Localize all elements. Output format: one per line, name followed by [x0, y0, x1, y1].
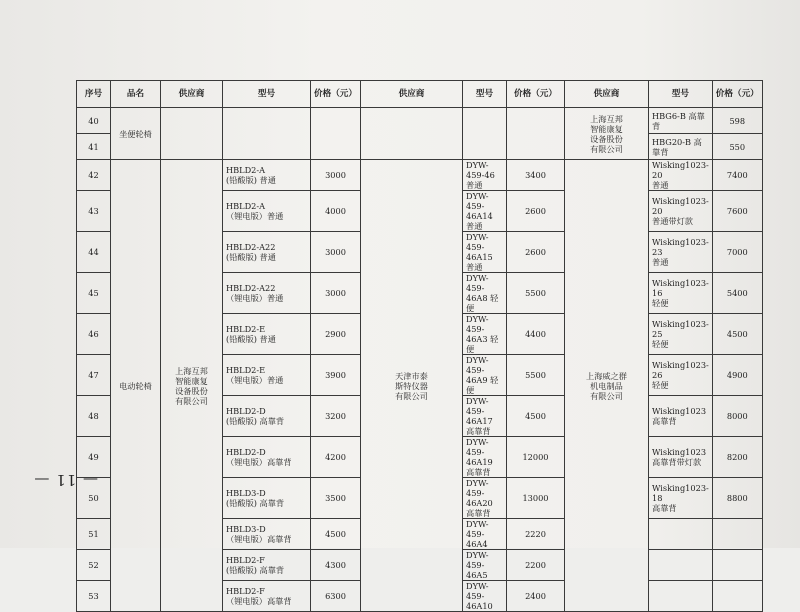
price-b-cell: 2600 [507, 232, 565, 273]
price-b-cell: 4400 [507, 314, 565, 355]
price-b-cell: 5500 [507, 273, 565, 314]
model-b-cell: DYW-459-46A19 高靠背 [463, 437, 507, 478]
model-c-cell: Wisking1023 高靠背 [649, 396, 713, 437]
header-model-c: 型号 [649, 81, 713, 108]
supplier-b-empty [361, 108, 463, 160]
header-price-c: 价格（元） [712, 81, 762, 108]
price-c-cell [712, 550, 762, 581]
model-a-cell: HBLD3-D (铅酸版) 高靠背 [223, 478, 311, 519]
price-b-cell: 2220 [507, 519, 565, 550]
supplier-c: 上海威之群 机电制品 有限公司 [565, 160, 649, 612]
price-c-cell: 8200 [712, 437, 762, 478]
price-b-cell: 2600 [507, 191, 565, 232]
price-b-cell: 3400 [507, 160, 565, 191]
price-c-cell: 4500 [712, 314, 762, 355]
model-b-cell: DYW-459-46A14 普通 [463, 191, 507, 232]
model-c-cell: HBG20-B 高靠背 [649, 134, 713, 160]
table-row [77, 108, 763, 134]
row-number: 52 [77, 550, 111, 581]
model-a-empty [223, 108, 311, 160]
header-supplier-c: 供应商 [565, 81, 649, 108]
row-number: 48 [77, 396, 111, 437]
model-c-cell: Wisking1023-16 轻便 [649, 273, 713, 314]
header-supplier-b: 供应商 [361, 81, 463, 108]
price-a-cell: 3000 [311, 232, 361, 273]
model-c-cell: HBG6-B 高靠背 [649, 108, 713, 134]
header-product: 品名 [111, 81, 161, 108]
row-number: 44 [77, 232, 111, 273]
header-supplier-a: 供应商 [161, 81, 223, 108]
model-b-cell: DYW-459-46A5 [463, 550, 507, 581]
supplier-c-top: 上海互邦 智能康复 设备股份 有限公司 [565, 108, 649, 160]
model-c-cell: Wisking1023 高靠背带灯款 [649, 437, 713, 478]
price-b-cell: 13000 [507, 478, 565, 519]
model-a-cell: HBLD2-E （锂电版）普通 [223, 355, 311, 396]
row-number: 40 [77, 108, 111, 134]
table-row [77, 160, 763, 191]
header-price-b: 价格（元） [507, 81, 565, 108]
model-c-cell [649, 519, 713, 550]
price-a-cell: 4200 [311, 437, 361, 478]
row-number: 43 [77, 191, 111, 232]
page-number: — 11 — [33, 471, 99, 489]
model-b-cell: DYW-459-46A10 [463, 581, 507, 612]
price-a-cell: 3900 [311, 355, 361, 396]
model-a-cell: HBLD2-D （锂电版）高靠背 [223, 437, 311, 478]
price-a-cell: 3500 [311, 478, 361, 519]
price-c-cell: 598 [712, 108, 762, 134]
model-a-cell: HBLD2-E (铅酸版) 普通 [223, 314, 311, 355]
model-b-cell: DYW-459-46A20 高靠背 [463, 478, 507, 519]
model-c-cell: Wisking1023-20 普通带灯款 [649, 191, 713, 232]
row-number: 50 [77, 478, 111, 519]
price-a-cell: 2900 [311, 314, 361, 355]
price-c-cell: 4900 [712, 355, 762, 396]
model-c-cell: Wisking1023-18 高靠背 [649, 478, 713, 519]
model-b-empty [463, 108, 507, 160]
row-number: 45 [77, 273, 111, 314]
model-c-cell [649, 550, 713, 581]
price-c-cell: 550 [712, 134, 762, 160]
model-c-cell: Wisking1023-25 轻便 [649, 314, 713, 355]
price-c-cell [712, 519, 762, 550]
row-number: 47 [77, 355, 111, 396]
model-b-cell: DYW-459-46A15 普通 [463, 232, 507, 273]
model-b-cell: DYW-459-46 普通 [463, 160, 507, 191]
price-b-cell: 12000 [507, 437, 565, 478]
header-no: 序号 [77, 81, 111, 108]
model-a-cell: HBLD2-F （锂电版）高靠背 [223, 581, 311, 612]
header-model-b: 型号 [463, 81, 507, 108]
row-number: 53 [77, 581, 111, 612]
model-a-cell: HBLD3-D （锂电版）高靠背 [223, 519, 311, 550]
header-model-a: 型号 [223, 81, 311, 108]
model-a-cell: HBLD2-D (铅酸版) 高靠背 [223, 396, 311, 437]
model-b-cell: DYW-459-46A17 高靠背 [463, 396, 507, 437]
price-a-cell: 4300 [311, 550, 361, 581]
price-a-cell: 4500 [311, 519, 361, 550]
model-c-cell: Wisking1023-23 普通 [649, 232, 713, 273]
price-a-cell: 3200 [311, 396, 361, 437]
price-c-cell: 7000 [712, 232, 762, 273]
row-number: 42 [77, 160, 111, 191]
price-c-cell [712, 581, 762, 612]
price-c-cell: 8000 [712, 396, 762, 437]
product-name-electric: 电动轮椅 [111, 160, 161, 612]
row-number: 51 [77, 519, 111, 550]
price-a-cell: 6300 [311, 581, 361, 612]
price-b-cell: 2200 [507, 550, 565, 581]
model-a-cell: HBLD2-A22 (铅酸版) 普通 [223, 232, 311, 273]
product-name-seat: 坐便轮椅 [111, 108, 161, 160]
price-c-cell: 7600 [712, 191, 762, 232]
model-a-cell: HBLD2-F (铅酸版) 高靠背 [223, 550, 311, 581]
model-a-cell: HBLD2-A22 （锂电版）普通 [223, 273, 311, 314]
model-b-cell: DYW-459-46A9 轻便 [463, 355, 507, 396]
model-c-cell: Wisking1023-26 轻便 [649, 355, 713, 396]
model-b-cell: DYW-459-46A3 轻便 [463, 314, 507, 355]
row-number: 49 [77, 437, 111, 478]
price-table [76, 80, 763, 612]
supplier-a-empty [161, 108, 223, 160]
price-c-cell: 7400 [712, 160, 762, 191]
supplier-b: 天津市泰 斯特仪器 有限公司 [361, 160, 463, 612]
model-a-cell: HBLD2-A （锂电版）普通 [223, 191, 311, 232]
model-b-cell: DYW-459-46A8 轻便 [463, 273, 507, 314]
price-a-cell: 4000 [311, 191, 361, 232]
header-price-a: 价格（元） [311, 81, 361, 108]
model-a-cell: HBLD2-A (铅酸版) 普通 [223, 160, 311, 191]
price-b-cell: 4500 [507, 396, 565, 437]
supplier-a: 上海互邦 智能康复 设备股份 有限公司 [161, 160, 223, 612]
model-b-cell: DYW-459-46A4 [463, 519, 507, 550]
header-row [77, 81, 763, 108]
price-b-cell: 2400 [507, 581, 565, 612]
model-c-cell [649, 581, 713, 612]
model-c-cell: Wisking1023-20 普通 [649, 160, 713, 191]
price-c-cell: 8800 [712, 478, 762, 519]
row-number: 41 [77, 134, 111, 160]
price-a-cell: 3000 [311, 273, 361, 314]
row-number: 46 [77, 314, 111, 355]
price-b-cell: 5500 [507, 355, 565, 396]
price-a-cell: 3000 [311, 160, 361, 191]
price-c-cell: 5400 [712, 273, 762, 314]
price-b-empty [507, 108, 565, 160]
price-a-empty [311, 108, 361, 160]
